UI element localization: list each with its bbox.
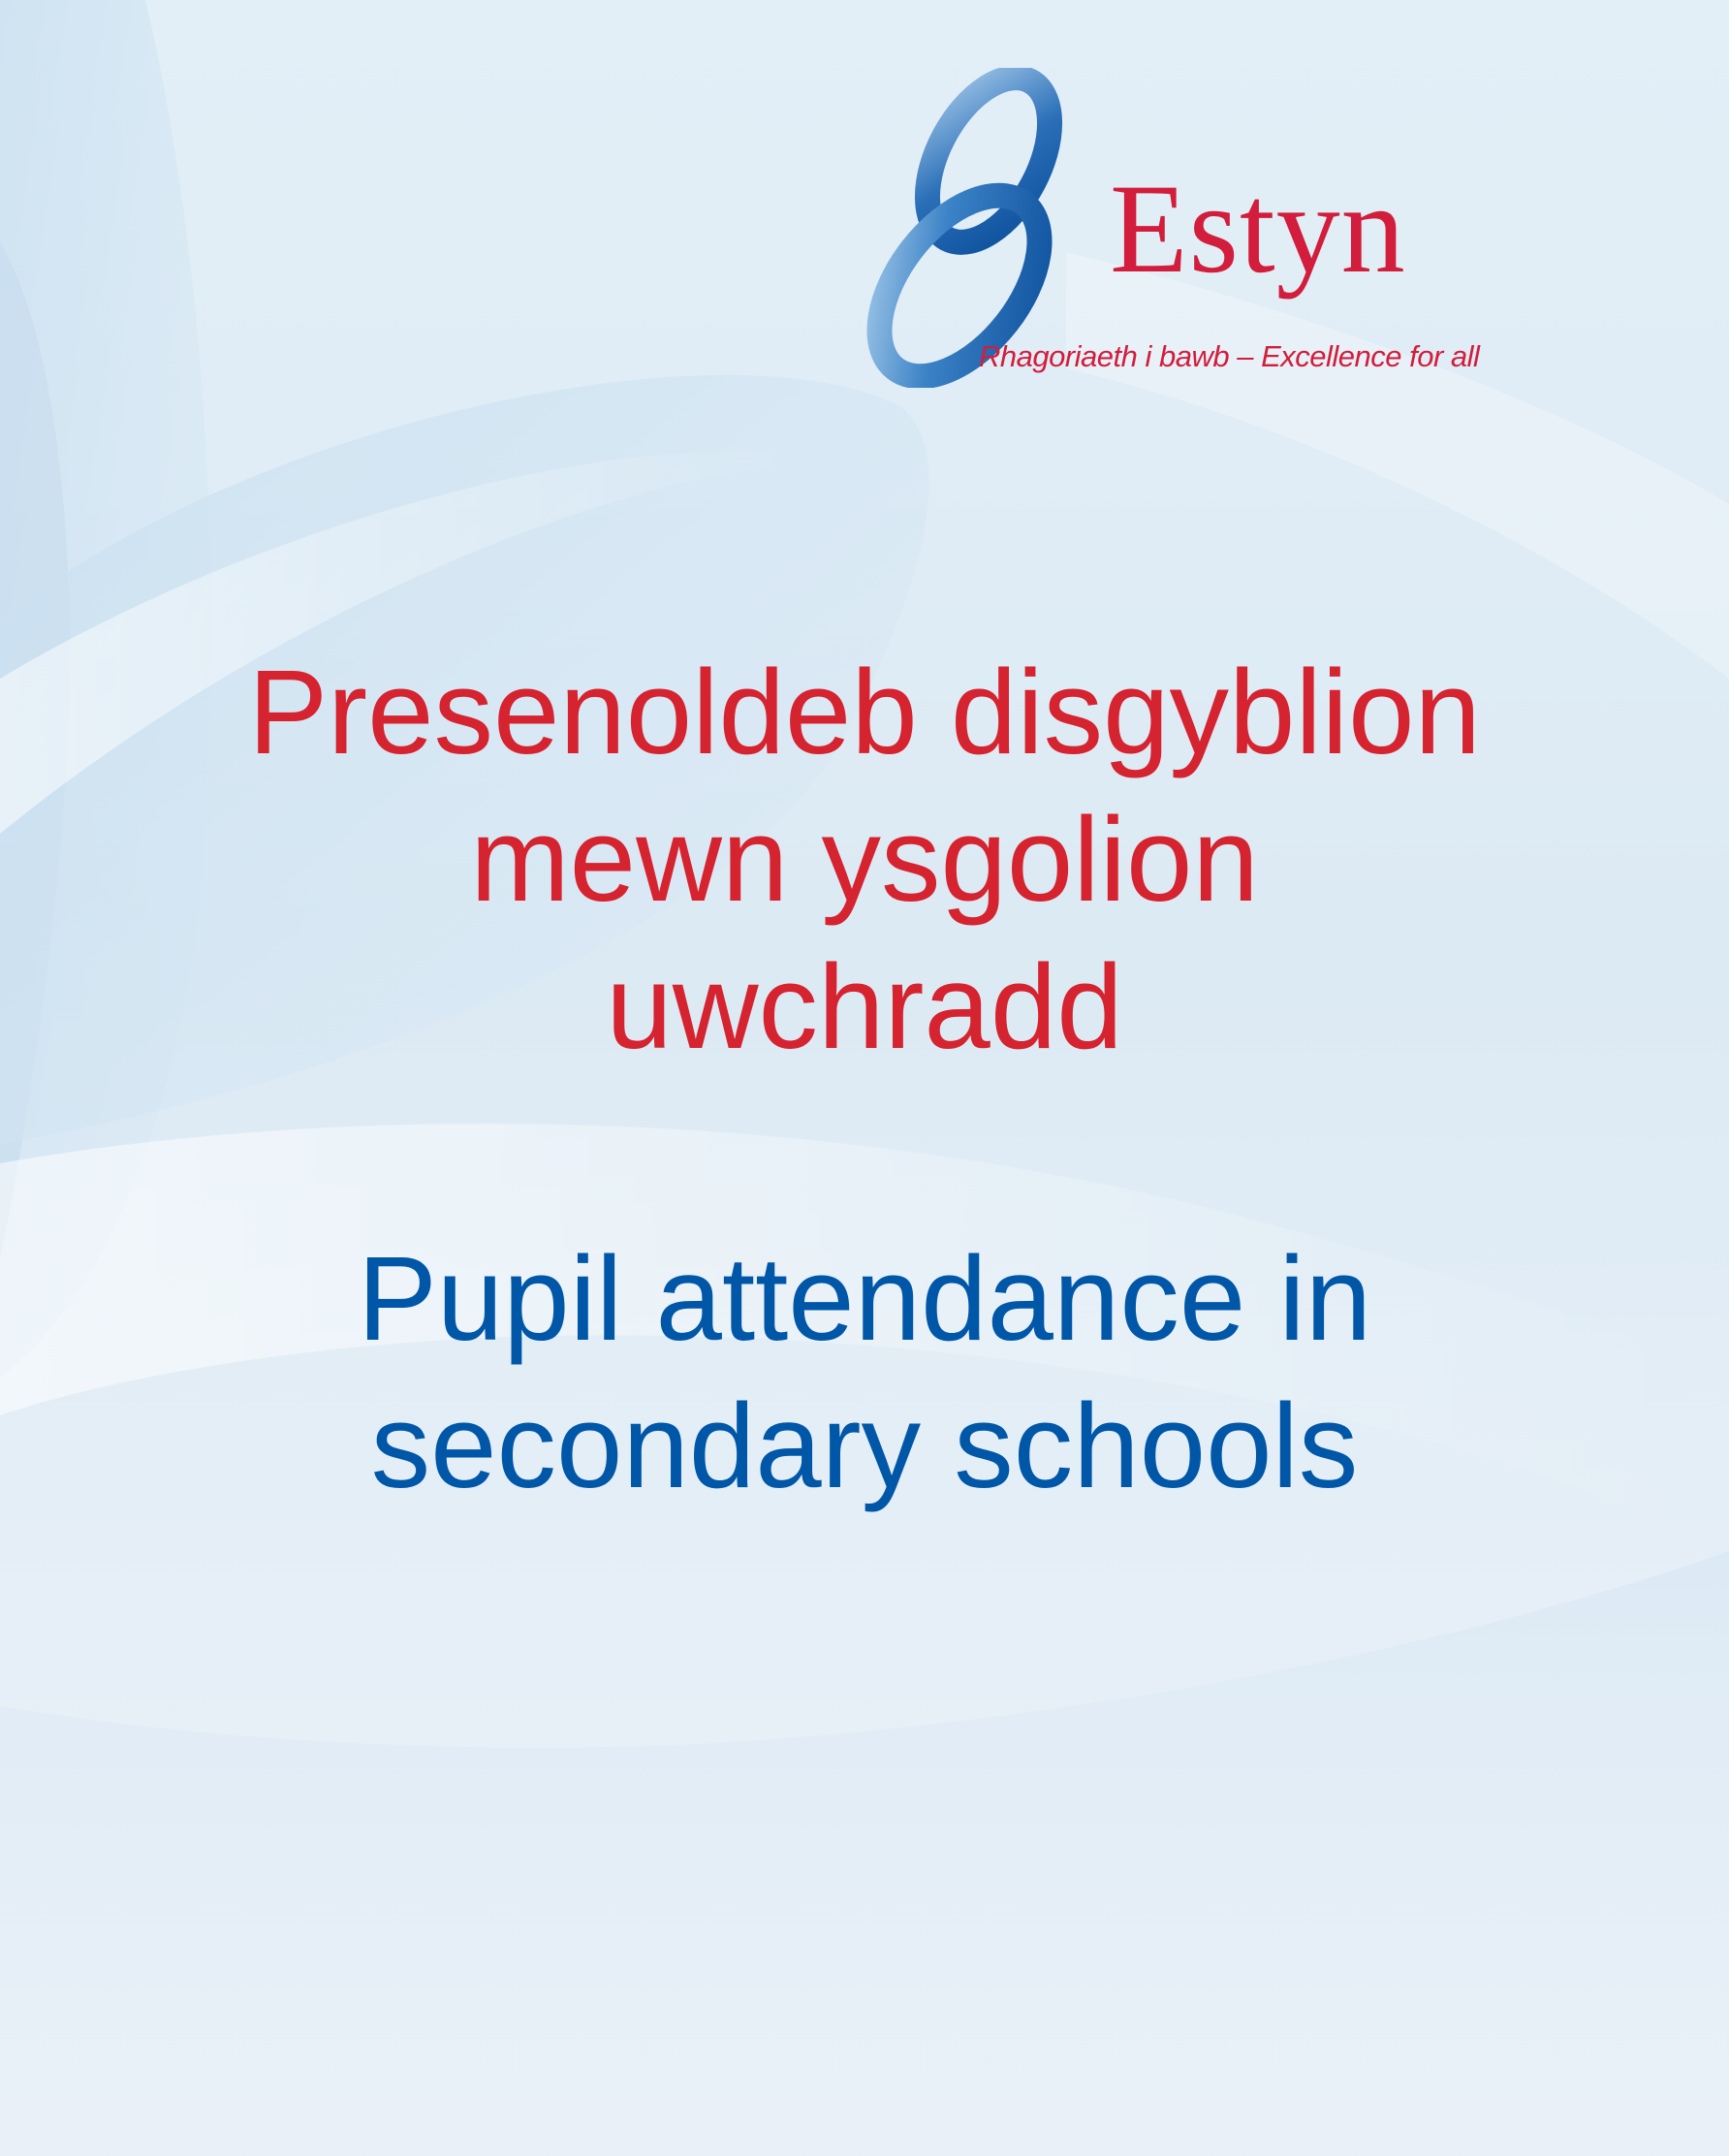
welsh-title-line: Presenoldeb disgyblion <box>248 647 1481 779</box>
welsh-title-line: mewn ysgolion <box>470 794 1259 927</box>
welsh-title-line: uwchradd <box>606 941 1123 1074</box>
english-title-line: secondary schools <box>370 1380 1359 1513</box>
estyn-logo <box>843 68 1541 388</box>
english-title-line: Pupil attendance in <box>357 1233 1372 1366</box>
english-title <box>0 1226 1729 1521</box>
logo-tagline: Rhagoriaeth i bawb – Excellence for all <box>979 339 1480 373</box>
estyn-wordmark: Estyn <box>1110 157 1406 300</box>
welsh-title <box>0 640 1729 1082</box>
